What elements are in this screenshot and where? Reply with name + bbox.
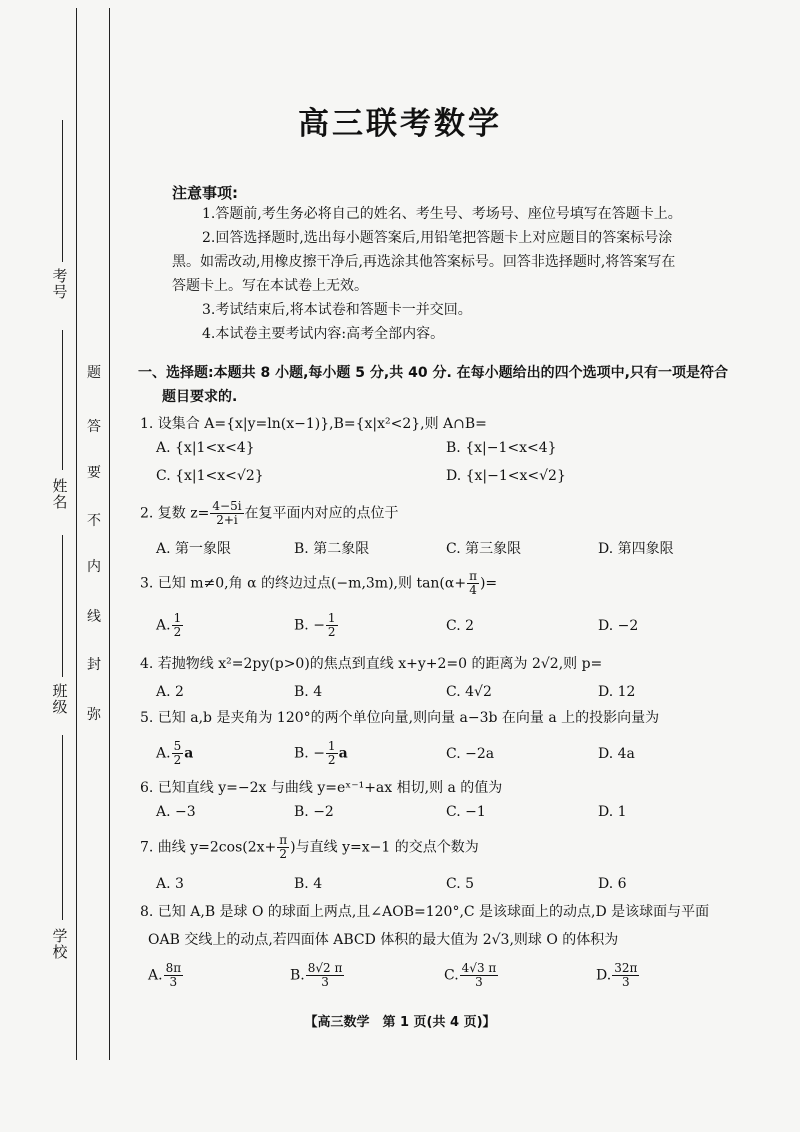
seal-char: 封 (87, 657, 101, 673)
q8-d-den: 3 (621, 975, 630, 989)
q8-d-label: D. (596, 967, 612, 984)
exam-title: 高三联考数学 (298, 106, 502, 142)
q6-option-d: D. 1 (598, 804, 627, 820)
notes-heading: 注意事项: (172, 184, 238, 202)
q5-a-num: 5 (173, 739, 182, 753)
q3-b-den: 2 (327, 625, 336, 639)
q6-option-a: A. −3 (156, 804, 196, 820)
q3-option-c: C. 2 (446, 618, 475, 634)
question-3-stem (140, 570, 497, 597)
q5-a-fraction (172, 740, 184, 767)
q3-a-fraction (172, 612, 184, 639)
q7-option-b: B. 4 (294, 876, 323, 892)
seal-char: 不 (87, 513, 101, 529)
q3-pre: 3. 已知 m≠0,角 α 的终边过点(−m,3m),则 tan(α+ (140, 575, 467, 592)
kaohao-label: 考号 (52, 267, 68, 301)
q2-option-b: B. 第二象限 (294, 541, 370, 557)
q5-option-a (156, 740, 193, 767)
q5-a-den: 2 (173, 753, 182, 767)
q5-b-fraction (326, 740, 338, 767)
q3-num: π (469, 569, 477, 583)
q1-option-b: B. {x|−1<x<4} (446, 440, 557, 456)
q8-d-fraction (612, 962, 639, 989)
q8-d-num: 32π (614, 961, 638, 975)
q5-a-label: A. (156, 745, 171, 762)
q8-option-b (290, 962, 345, 989)
q7-option-a: A. 3 (156, 876, 184, 892)
q3-option-a (156, 612, 184, 639)
q2-pre: 2. 复数 z= (140, 505, 210, 522)
q8-a-den: 3 (169, 975, 178, 989)
seal-char: 内 (87, 559, 101, 575)
q5-b-num: 1 (327, 739, 336, 753)
q4-option-c: C. 4√2 (446, 684, 492, 700)
q5-option-d: D. 4a (598, 746, 635, 762)
q2-option-c: C. 第三象限 (446, 541, 522, 557)
q2-option-a: A. 第一象限 (156, 541, 232, 557)
q7-num: π (279, 833, 288, 847)
q8-b-den: 3 (321, 975, 329, 989)
seal-char: 线 (87, 609, 101, 625)
seal-char: 要 (87, 465, 101, 481)
xingming-blank (62, 330, 63, 470)
q2-fraction (210, 500, 243, 527)
q4-option-b: B. 4 (294, 684, 323, 700)
q7-option-c: C. 5 (446, 876, 475, 892)
q8-b-label: B. (290, 967, 305, 984)
q8-a-fraction (164, 962, 184, 989)
q1-option-a: A. {x|1<x<4} (156, 440, 255, 456)
q8-option-c (444, 962, 499, 989)
q3-a-den: 2 (173, 625, 182, 639)
q3-a-num: 1 (173, 611, 182, 625)
question-5-stem: 5. 已知 a,b 是夹角为 120°的两个单位向量,则向量 a−3b 在向量 a 上的投影向量为 (140, 710, 660, 726)
q2-option-d: D. 第四象限 (598, 541, 674, 557)
q3-option-b (294, 612, 339, 639)
q5-b-vector: a (338, 745, 348, 762)
seal-char: 弥 (87, 707, 101, 723)
q3-b-label: B. − (294, 617, 325, 634)
xingming-label: 姓名 (52, 477, 68, 511)
q4-option-a: A. 2 (156, 684, 184, 700)
page-footer: 【高三数学 第 1 页(共 4 页)】 (304, 1015, 496, 1030)
q7-den: 2 (279, 847, 288, 861)
note-line: 黑。如需改动,用橡皮擦干净后,再选涂其他答案标号。回答非选择题时,将答案写在 (172, 254, 676, 270)
xuexiao-blank (62, 735, 63, 920)
question-1-stem: 1. 设集合 A={x|y=ln(x−1)},B={x|x²<2},则 A∩B= (140, 416, 487, 432)
q6-option-b: B. −2 (294, 804, 334, 820)
q7-option-d: D. 6 (598, 876, 627, 892)
note-line: 答题卡上。写在本试卷上无效。 (172, 278, 368, 294)
q8-c-den: 3 (475, 975, 483, 989)
section-heading: 一、选择题:本题共 8 小题,每小题 5 分,共 40 分. 在每小题给出的四个选项中,只有一项是符合 (138, 365, 728, 381)
note-line: 1.答题前,考生务必将自己的姓名、考生号、考场号、座位号填写在答题卡上。 (202, 206, 682, 222)
xuexiao-label: 学校 (52, 927, 68, 961)
q3-b-fraction (326, 612, 338, 639)
q5-b-label: B. − (294, 745, 325, 762)
note-line: 3.考试结束后,将本试卷和答题卡一并交回。 (202, 302, 472, 318)
q3-option-d: D. −2 (598, 618, 639, 634)
q3-den: 4 (469, 583, 477, 597)
question-6-stem: 6. 已知直线 y=−2x 与曲线 y=eˣ⁻¹+ax 相切,则 a 的值为 (140, 780, 503, 796)
section-heading-cont: 题目要求的. (162, 389, 238, 405)
q1-option-c: C. {x|1<x<√2} (156, 468, 264, 484)
note-line: 4.本试卷主要考试内容:高考全部内容。 (202, 326, 445, 342)
q8-a-label: A. (148, 967, 163, 984)
q8-c-fraction (460, 962, 499, 989)
q3-b-num: 1 (327, 611, 336, 625)
margin-outer-line (76, 8, 77, 1060)
q4-option-d: D. 12 (598, 684, 636, 700)
note-line: 2.回答选择题时,选出每小题答案后,用铅笔把答题卡上对应题目的答案标号涂 (202, 230, 673, 246)
seal-char: 答 (87, 419, 101, 435)
q8-option-d (596, 962, 640, 989)
q6-option-c: C. −1 (446, 804, 486, 820)
q3-fraction (467, 570, 479, 597)
q2-post: 在复平面内对应的点位于 (244, 505, 399, 522)
question-7-stem (140, 834, 479, 861)
question-8-stem-cont: OAB 交线上的动点,若四面体 ABCD 体积的最大值为 2√3,则球 O 的体积为 (148, 932, 619, 948)
margin-inner-line (109, 8, 110, 1060)
q2-den: 2+i (216, 513, 238, 527)
q8-b-num: 8√2 π (307, 961, 343, 975)
banji-label: 班级 (52, 682, 68, 716)
q8-c-label: C. (444, 967, 459, 984)
question-2-stem (140, 500, 399, 527)
q8-a-num: 8π (165, 961, 182, 975)
q5-option-b (294, 740, 348, 767)
q2-num: 4−5i (212, 499, 242, 513)
q5-b-den: 2 (327, 753, 336, 767)
q5-a-vector: a (184, 745, 194, 762)
banji-blank (62, 535, 63, 677)
q8-c-num: 4√3 π (461, 961, 497, 975)
q8-b-fraction (306, 962, 345, 989)
q7-fraction (277, 834, 289, 861)
seal-char: 题 (87, 365, 101, 381)
q7-post: )与直线 y=x−1 的交点个数为 (290, 839, 479, 856)
question-8-stem: 8. 已知 A,B 是球 O 的球面上两点,且∠AOB=120°,C 是该球面上的动点,D 是该球面与平面 (140, 904, 710, 920)
q1-option-d: D. {x|−1<x<√2} (446, 468, 566, 484)
q3-a-label: A. (156, 617, 171, 634)
question-4-stem: 4. 若抛物线 x²=2py(p>0)的焦点到直线 x+y+2=0 的距离为 2√2,则 p= (140, 656, 603, 672)
q3-post: )= (479, 575, 498, 592)
q8-option-a (148, 962, 184, 989)
q7-pre: 7. 曲线 y=2cos(2x+ (140, 839, 277, 856)
q5-option-c: C. −2a (446, 746, 495, 762)
